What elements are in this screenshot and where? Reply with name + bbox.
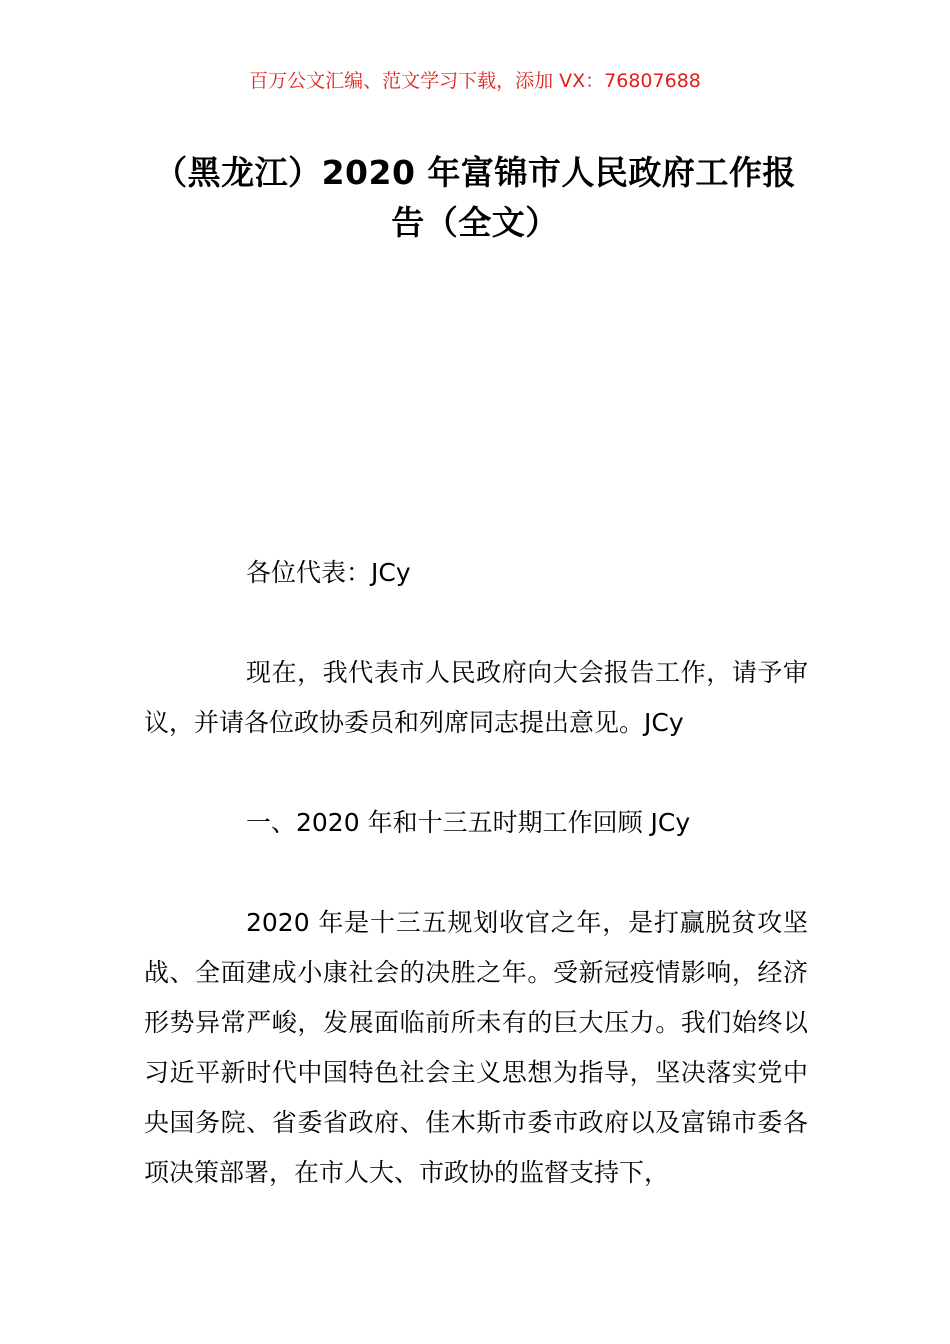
paragraph-review [144,898,808,1198]
section-heading-text: 一、2020 年和十三五时期工作回顾 JCy [246,808,691,837]
document-title: （黑龙江）2020 年富锦市人民政府工作报告（全文） [154,153,796,242]
paragraph-intro-text: 现在，我代表市人民政府向大会报告工作，请予审议，并请各位政协委员和列席同志提出意见。JCy [144,658,808,737]
header-watermark-note: 百万公文汇编、范文学习下载，添加 VX：76807688 [249,70,701,92]
greeting-text: 各位代表：JCy [246,558,411,587]
greeting [144,548,808,598]
paragraph-review-text: 2020 年是十三五规划收官之年，是打赢脱贫攻坚战、全面建成小康社会的决胜之年。受新冠疫情影响，经济形势异常严峻，发展面临前所未有的巨大压力。我们始终以习近平新时代中国特色社会主义思想为指导，坚决落实党中央国务院、省委省政府、佳木斯市委市政府以及富锦市委各项决策部署，在市人大、市政协的监督支持下， [144,908,808,1187]
paragraph-intro [144,648,808,748]
section-heading [144,798,808,848]
